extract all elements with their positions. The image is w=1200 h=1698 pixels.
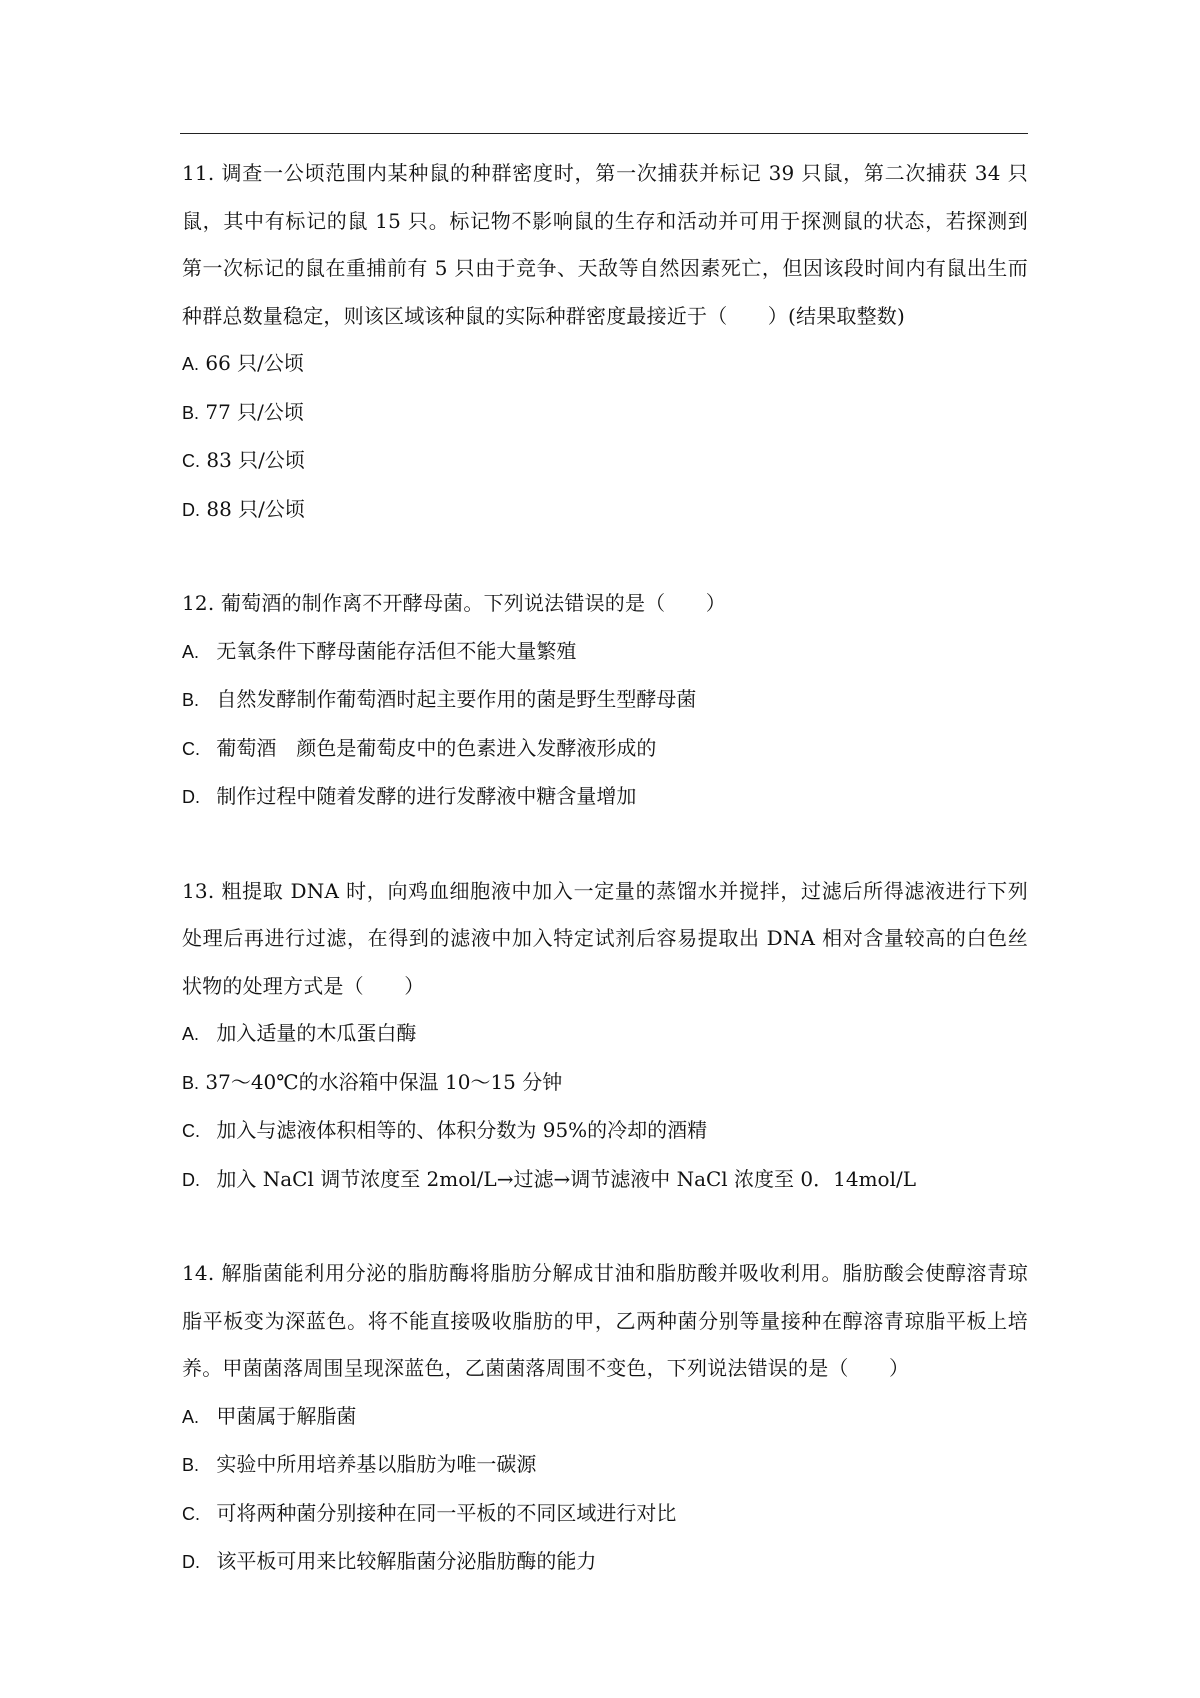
option-letter: C. [182, 1121, 200, 1141]
option-text: 制作过程中随着发酵的进行发酵液中糖含量增加 [216, 784, 637, 808]
option-text: 实验中所用培养基以脂肪为唯一碳源 [216, 1452, 537, 1476]
question-13 [182, 868, 1028, 1205]
option-text: 加入 NaCl 调节浓度至 2mol/L→过滤→调节滤液中 NaCl 浓度至 0．14mol/L [216, 1166, 917, 1191]
option-letter: C. [182, 738, 200, 759]
option-text: 加入与滤液体积相等的、体积分数为 95%的冷却的酒精 [216, 1118, 708, 1142]
option-text: 83 只/公顷 [206, 448, 305, 472]
option-d [182, 486, 1028, 535]
option-letter: C. [182, 451, 200, 471]
option-letter: D. [182, 787, 200, 807]
option-letter: C. [182, 1503, 200, 1524]
option-b [182, 1059, 1028, 1108]
option-b [182, 1441, 1028, 1490]
question-stem: 14. 解脂菌能利用分泌的脂肪酶将脂肪分解成甘油和脂肪酸并吸收利用。脂肪酸会使醇溶青琼脂平板变为深蓝色。将不能直接吸收脂肪的甲，乙两种菌分别等量接种在醇溶青琼脂平板上培养。甲菌菌落周围呈现深蓝色，乙菌菌落周围不变色，下列说法错误的是（ ） [182, 1261, 1028, 1380]
option-a [182, 628, 1028, 677]
option-letter: B. [182, 402, 200, 423]
option-text: 自然发酵制作葡萄酒时起主要作用的菌是野生型酵母菌 [216, 687, 697, 711]
question-list [182, 150, 1028, 1633]
option-text: 77 只/公顷 [205, 399, 304, 424]
option-letter: D. [182, 1552, 200, 1572]
option-text: 无氧条件下酵母菌能存活但不能大量繁殖 [216, 638, 577, 663]
option-a [182, 1393, 1028, 1442]
option-letter: A. [182, 354, 200, 374]
option-a [182, 1010, 1028, 1059]
question-11 [182, 150, 1028, 534]
option-letter: D. [182, 499, 200, 520]
question-stem: 13. 粗提取 DNA 时，向鸡血细胞液中加入一定量的蒸馏水并搅拌，过滤后所得滤液进行下列处理后再进行过滤，在得到的滤液中加入特定试剂后容易提取出 DNA 相对含量较高的白色丝状物的处理方式是（ ） [182, 878, 1028, 998]
option-text: 37～40℃的水浴箱中保温 10～15 分钟 [205, 1069, 563, 1094]
question-14 [182, 1250, 1028, 1587]
option-text: 葡萄酒 颜色是葡萄皮中的色素进入发酵液形成的 [216, 735, 657, 760]
option-letter: B. [182, 690, 200, 710]
option-text: 甲菌属于解脂菌 [216, 1403, 357, 1428]
question-12 [182, 580, 1028, 822]
option-text: 88 只/公顷 [206, 496, 305, 521]
option-letter: A. [182, 1024, 200, 1044]
question-stem: 11. 调查一公顷范围内某种鼠的种群密度时，第一次捕获并标记 39 只鼠，第二次捕获 34 只鼠，其中有标记的鼠 15 只。标记物不影响鼠的生存和活动并可用于探测鼠的状态，若探测到第一次标记的鼠在重捕前有 5 只由于竞争、天敌等自然因素死亡，但因该段时间内有鼠出生而种群总数量稳定，则该区域该种鼠的实际种群密度最接近于（ ）(结果取整数) [182, 161, 1028, 328]
option-d [182, 1156, 1028, 1205]
option-d [182, 1538, 1028, 1587]
option-c [182, 1107, 1028, 1156]
header-rule [180, 133, 1028, 134]
option-letter: A. [182, 641, 200, 662]
option-letter: B. [182, 1072, 200, 1093]
option-c [182, 1490, 1028, 1539]
option-d [182, 773, 1028, 822]
option-b [182, 676, 1028, 725]
option-text: 该平板可用来比较解脂菌分泌脂肪酶的能力 [216, 1549, 597, 1573]
option-letter: D. [182, 1169, 200, 1190]
option-b [182, 389, 1028, 438]
option-c [182, 725, 1028, 774]
option-letter: A. [182, 1406, 200, 1427]
option-a [182, 340, 1028, 389]
option-text: 66 只/公顷 [205, 351, 304, 375]
option-text: 加入适量的木瓜蛋白酶 [216, 1021, 417, 1045]
question-stem: 12. 葡萄酒的制作离不开酵母菌。下列说法错误的是（ ） [182, 591, 726, 615]
option-c [182, 437, 1028, 486]
option-text: 可将两种菌分别接种在同一平板的不同区域进行对比 [216, 1500, 677, 1525]
option-letter: B. [182, 1455, 200, 1475]
